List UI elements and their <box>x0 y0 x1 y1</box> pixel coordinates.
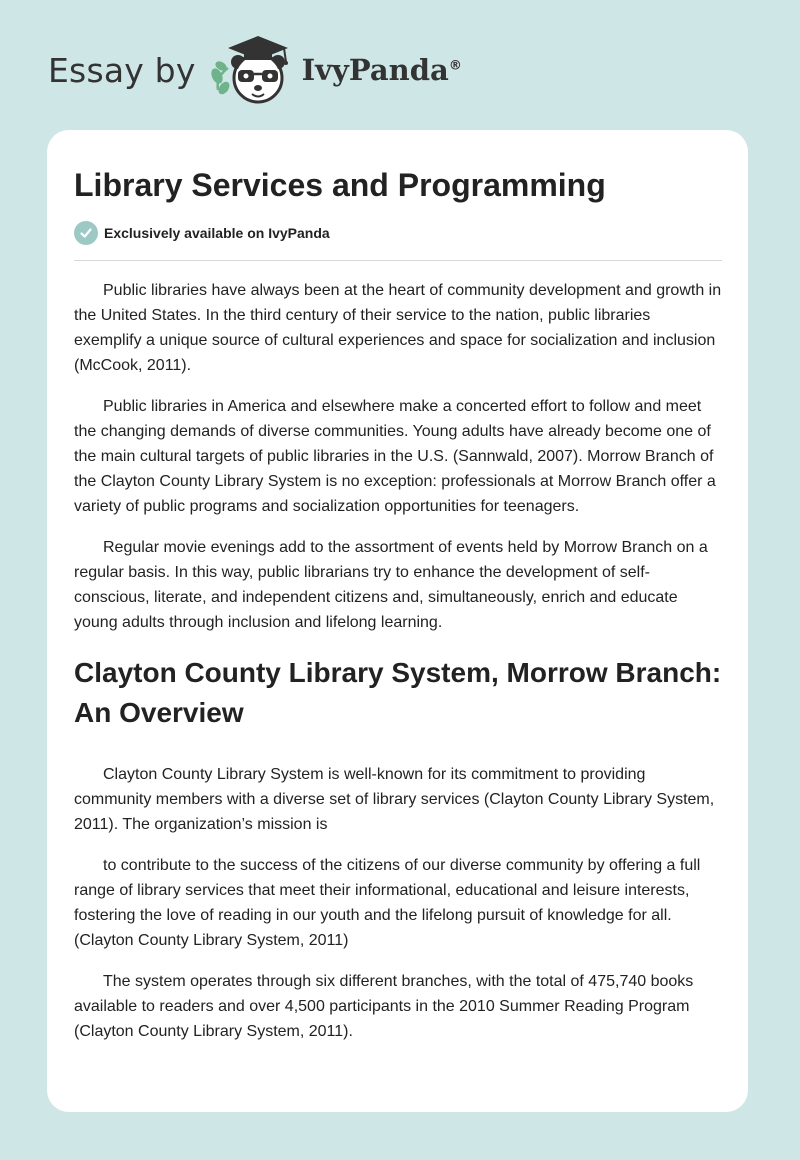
panda-mascot-icon <box>204 32 300 108</box>
paragraph: The system operates through six different branches, with the total of 475,740 books available to readers and over 4,500 participants in the 2010 Summer Reading Program (Clayton County Library System, 2011). <box>74 973 694 1040</box>
block-quote: to contribute to the success of the citizens of our diverse community by offering a full range of library services that meet their informational, educational and leisure interests, fostering the love of reading in our youth and the lifelong pursuit of knowledge for all. (Clayton County Library System, 2011) <box>74 857 701 949</box>
exclusive-badge-text: Exclusively available on IvyPanda <box>104 225 330 241</box>
paragraph: Public libraries in America and elsewhere make a concerted effort to follow and meet the changing demands of diverse communities. Young adults have already become one of the main cultural targets of public libraries in the U.S. (Sannwald, 2007). Morrow Branch of the Clayton County Library System is no exception: professionals at Morrow Branch offer a variety of public programs and socialization opportunities for teenagers. <box>74 398 716 515</box>
article-card <box>47 130 748 1112</box>
logo-prefix: Essay by <box>48 50 196 90</box>
checkmark-icon <box>74 221 98 245</box>
exclusive-badge <box>74 220 722 246</box>
site-logo[interactable] <box>48 30 508 110</box>
paragraph: Clayton County Library System is well-known for its commitment to providing community members with a diverse set of library services (Clayton County Library System, 2011). The organization’s mission is <box>74 766 715 833</box>
logo-name: IvyPanda® <box>301 53 462 87</box>
article-title: Library Services and Programming <box>74 167 606 203</box>
paragraph: Regular movie evenings add to the assortment of events held by Morrow Branch on a regular basis. In this way, public librarians try to enhance the development of self-conscious, literate, and independent citizens and, simultaneously, enrich and educate young adults through inclusion and lifelong learning. <box>74 539 708 631</box>
section-heading: Clayton County Library System, Morrow Branch: An Overview <box>74 657 722 728</box>
paragraph: Public libraries have always been at the heart of community development and growth in the United States. In the third century of their service to the nation, public libraries exemplify a unique source of cultural experiences and space for socialization and inclusion (McCook, 2011). <box>74 282 722 374</box>
title-divider <box>74 260 722 261</box>
